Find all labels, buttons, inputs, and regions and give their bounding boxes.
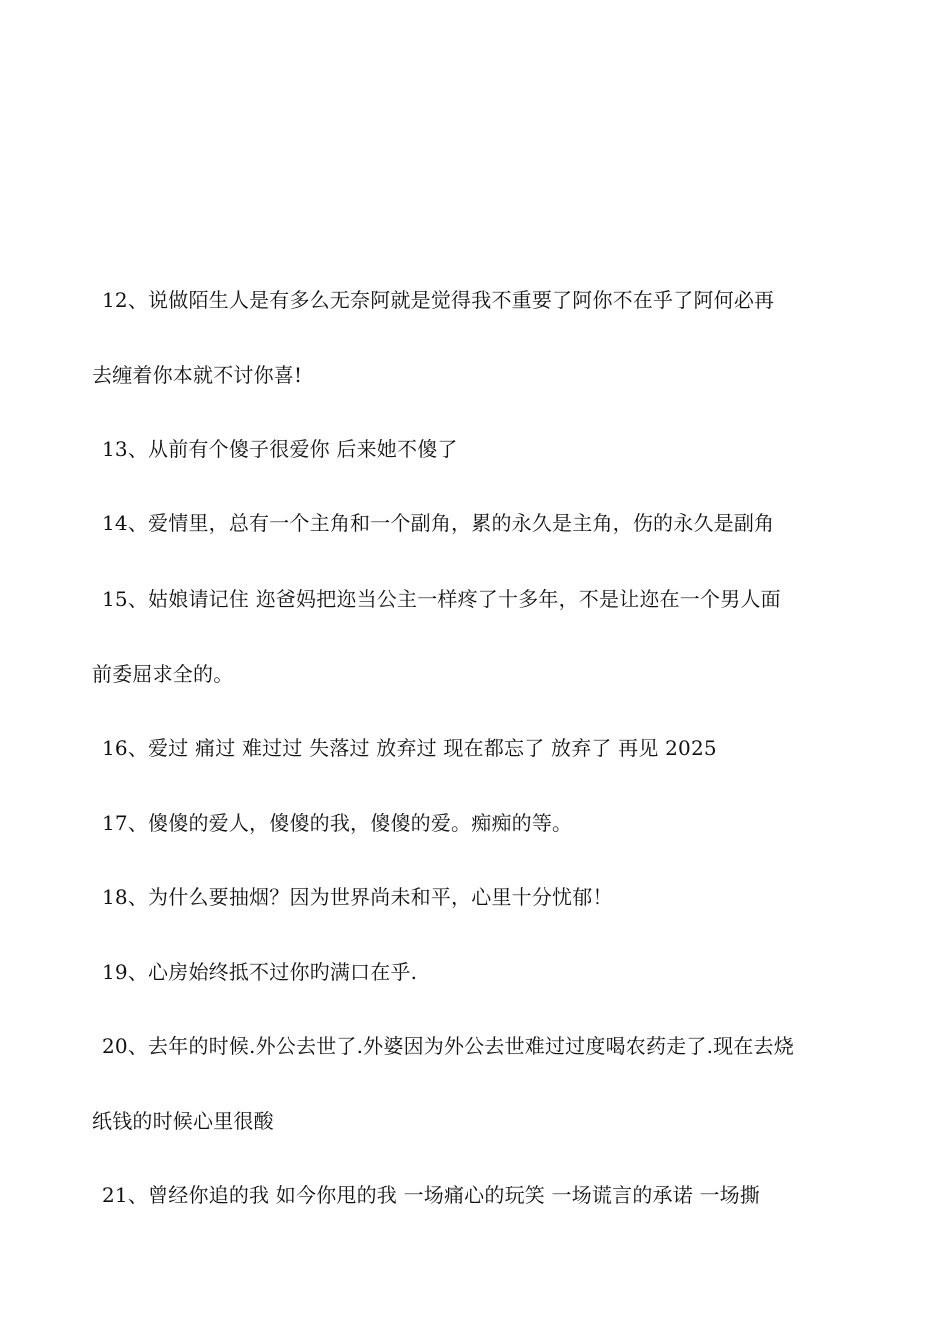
paragraph-line: 15、姑娘请记住 迩爸妈把迩当公主一样疼了十多年，不是让迩在一个男人面 bbox=[102, 587, 781, 611]
paragraph-line: 前委屈求全的。 bbox=[92, 662, 234, 686]
paragraph-line: 纸钱的时候心里很酸 bbox=[92, 1109, 274, 1133]
paragraph-line: 12、说做陌生人是有多么无奈阿就是觉得我不重要了阿你不在乎了阿何必再 bbox=[102, 288, 775, 312]
paragraph-line: 17、傻傻的爱人，傻傻的我，傻傻的爱。痴痴的等。 bbox=[102, 811, 573, 835]
paragraph-line: 21、曾经你追的我 如今你甩的我 一场痛心的玩笑 一场谎言的承诺 一场撕 bbox=[102, 1183, 761, 1207]
paragraph-line: 19、心房始终抵不过你旳满口在乎. bbox=[102, 960, 418, 984]
paragraph-line: 16、爱过 痛过 难过过 失落过 放弃过 现在都忘了 放弃了 再见 2025 bbox=[102, 736, 717, 760]
paragraph-line: 13、从前有个傻子很爱你 后来她不傻了 bbox=[102, 437, 458, 461]
paragraph-line: 18、为什么要抽烟？因为世界尚未和平，心里十分忧郁！ bbox=[102, 885, 613, 909]
paragraph-line: 14、爱情里，总有一个主角和一个副角，累的永久是主角，伤的永久是副角 bbox=[102, 511, 775, 535]
paragraph-line: 去缠着你本就不讨你喜! bbox=[92, 363, 303, 387]
paragraph-line: 20、去年的时候.外公去世了.外婆因为外公去世难过过度喝农药走了.现在去烧 bbox=[102, 1034, 794, 1058]
